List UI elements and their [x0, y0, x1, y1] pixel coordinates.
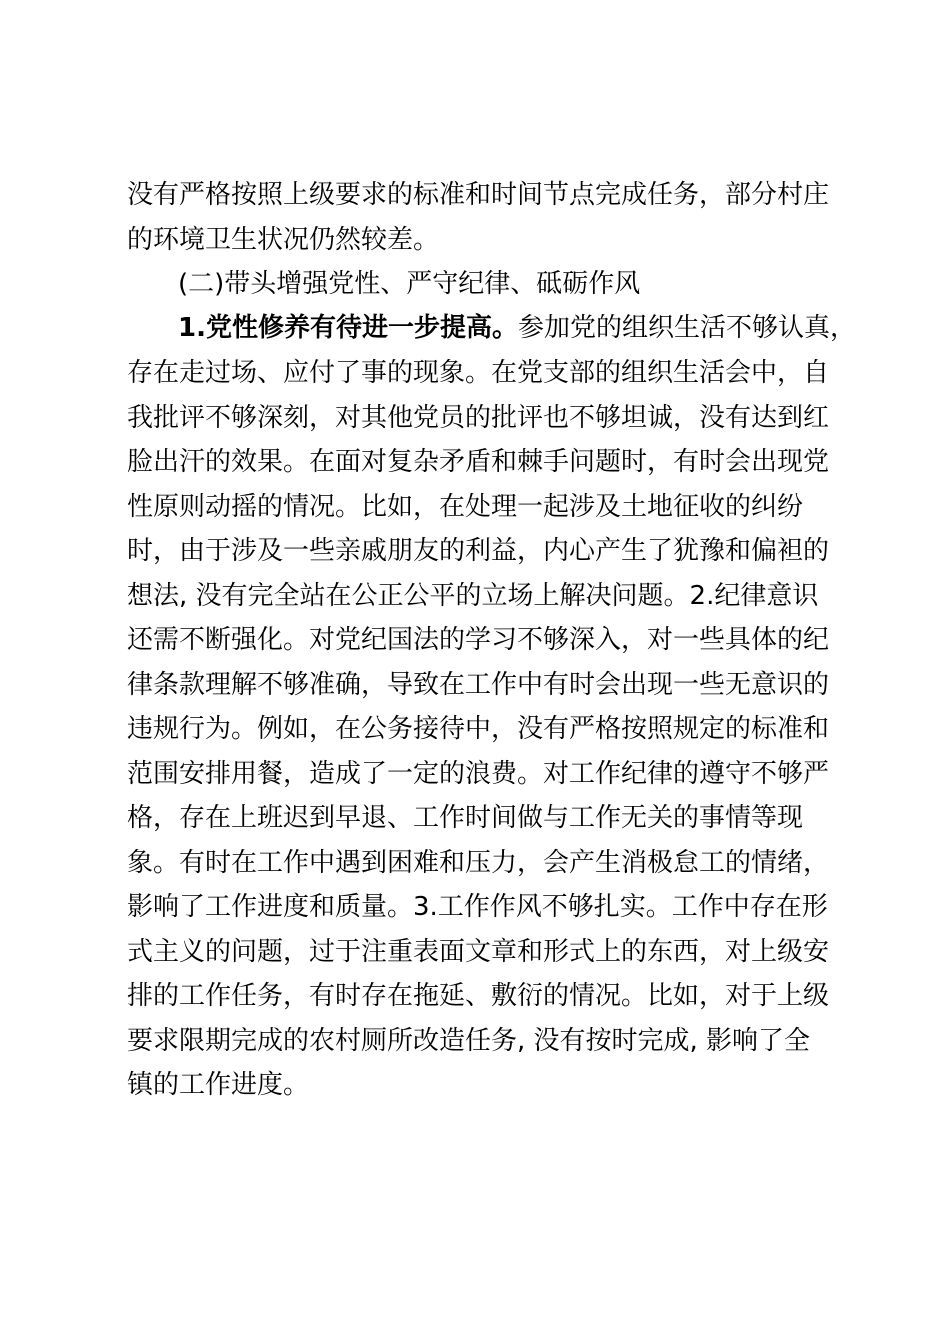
paragraph-line: 影响了工作进度和质量。3.工作作风不够扎实。工作中存在形 [127, 892, 828, 922]
paragraph-line: 还需不断强化。对党纪国法的学习不够深入，对一些具体的纪 [127, 625, 830, 655]
paragraph-line: 象。有时在工作中遇到困难和压力，会产生消极怠工的情绪， [127, 848, 830, 878]
paragraph-line: 的环境卫生状况仍然较差。 [127, 225, 440, 255]
paragraph-line: 式主义的问题，过于注重表面文章和形式上的东西，对上级安 [127, 937, 830, 967]
paragraph-line: 时，由于涉及一些亲戚朋友的利益，内心产生了犹豫和偏袒的 [127, 536, 830, 566]
paragraph-line [178, 308, 856, 348]
section-heading: (二)带头增强党性、严守纪律、砥砺作风 [178, 269, 641, 299]
paragraph-line: 脸出汗的效果。在面对复杂矛盾和棘手问题时，有时会出现党 [127, 447, 830, 477]
paragraph-line: 没有严格按照上级要求的标准和时间节点完成任务，部分村庄 [127, 180, 830, 210]
paragraph-line: 范围安排用餐，造成了一定的浪费。对工作纪律的遵守不够严 [127, 759, 830, 789]
paragraph-line: 镇的工作进度。 [127, 1070, 310, 1100]
point-text: 参加党的组织生活不够认真， [517, 313, 856, 343]
paragraph-line: 我批评不够深刻，对其他党员的批评也不够坦诚，没有达到红 [127, 403, 830, 433]
paragraph-line: 要求限期完成的农村厕所改造任务, 没有按时完成, 影响了全 [127, 1026, 811, 1056]
paragraph-line: 排的工作任务，有时存在拖延、敷衍的情况。比如，对于上级 [127, 981, 830, 1011]
paragraph-line: 想法, 没有完全站在公正公平的立场上解决问题。2.纪律意识 [127, 581, 819, 611]
paragraph-line: 格，存在上班迟到早退、工作时间做与工作无关的事情等现 [127, 803, 804, 833]
paragraph-line: 存在走过场、应付了事的现象。在党支部的组织生活会中，自 [127, 358, 830, 388]
paragraph-line: 律条款理解不够准确，导致在工作中有时会出现一些无意识的 [127, 670, 830, 700]
point-title: 1.党性修养有待进一步提高。 [178, 313, 518, 343]
paragraph-line: 性原则动摇的情况。比如，在处理一起涉及土地征收的纠纷 [127, 492, 804, 522]
paragraph-line: 违规行为。例如，在公务接待中，没有严格按照规定的标准和 [127, 714, 830, 744]
